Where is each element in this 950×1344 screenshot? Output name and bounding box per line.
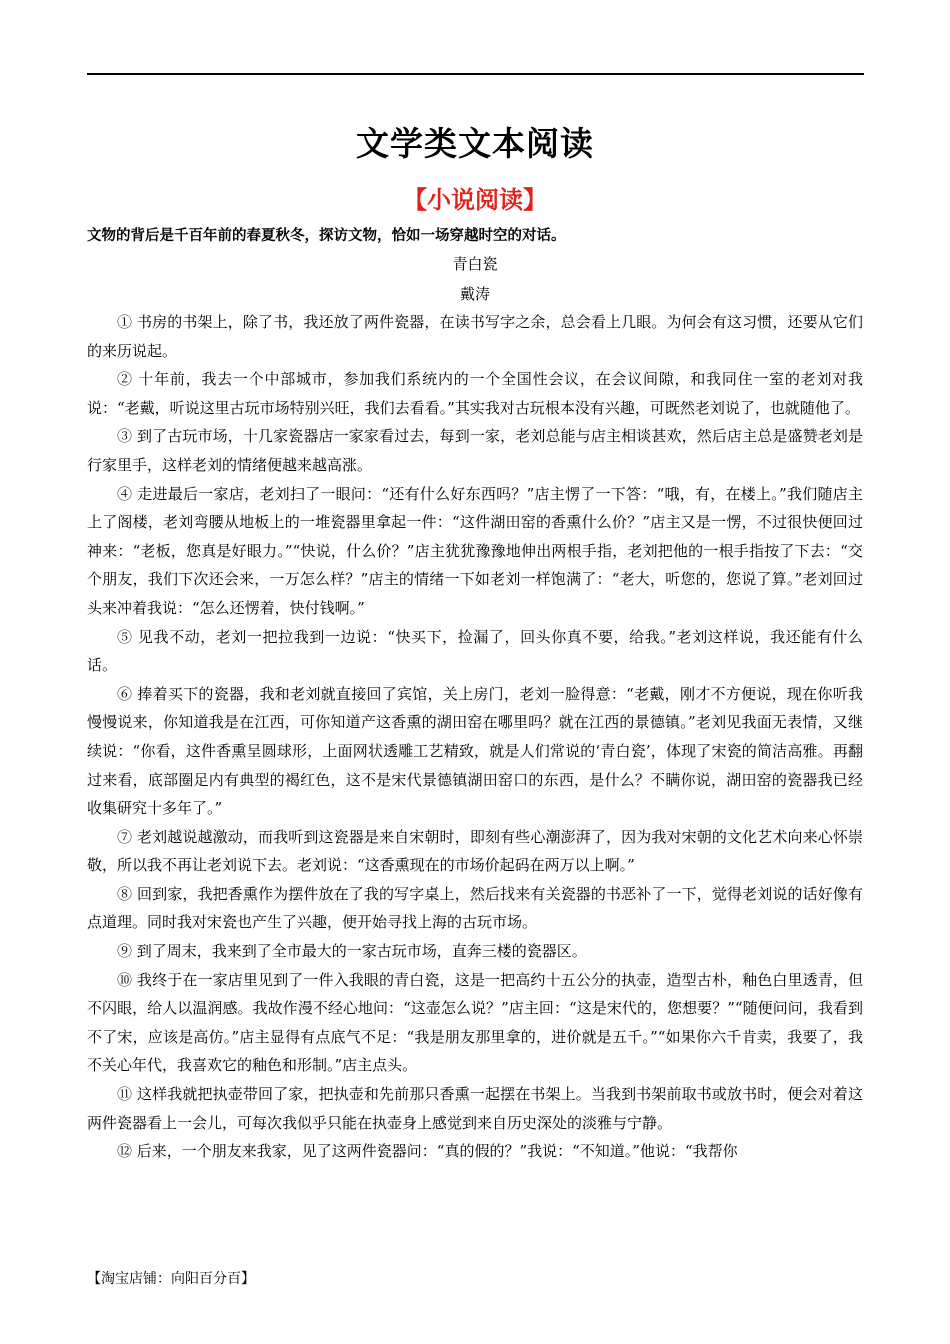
story-author: 戴涛	[459, 285, 490, 303]
paragraph-4: ④ 走进最后一家店，老刘扫了一眼问：“还有什么好东西吗？”店主愣了一下答：“哦，有，在楼上。”我们随店主上了阁楼，老刘弯腰从地板上的一堆瓷器里拿起一件：“这件湖田窑的香熏什么价？”店主又是一愣，不过很快便回过神来：“老板，您真是好眼力。”“快说，什么价？”店主犹犹豫豫地伸出两根手指，老刘把他的一根手指按了下去：“交个朋友，我们下次还会来，一万怎么样？”店主的情绪一下如老刘一样饱满了：“老大，听您的，您说了算。”老刘回过头来冲着我说：“怎么还愣着，快付钱啊。”	[87, 484, 863, 617]
story-body	[87, 308, 863, 1166]
paragraph-1: ① 书房的书架上，除了书，我还放了两件瓷器，在读书写字之余，总会看上几眼。为何会有这习惯，还要从它们的来历说起。	[87, 313, 863, 360]
paragraph-9: ⑨ 到了周末，我来到了全市最大的一家古玩市场，直奔三楼的瓷器区。	[117, 942, 587, 961]
paragraph-3: ③ 到了古玩市场，十几家瓷器店一家家看过去，每到一家，老刘总能与店主相谈甚欢，然后店主总是盛赞老刘是行家里手，这样老刘的情绪便越来越高涨。	[87, 427, 863, 474]
paragraph-7: ⑦ 老刘越说越激动，而我听到这瓷器是来自宋朝时，即刻有些心潮澎湃了，因为我对宋朝的文化艺术向来心怀崇敬，所以我不再让老刘说下去。老刘说：“这香熏现在的市场价起码在两万以上啊。”	[87, 827, 863, 875]
story-title: 青白瓷	[452, 255, 498, 273]
paragraph-12: ⑫ 后来，一个朋友来我家，见了这两件瓷器问：“真的假的？”我说：“不知道。”他说：“我帮你	[117, 1142, 738, 1161]
footer-shop-label: 【淘宝店铺：向阳百分百】	[87, 1271, 255, 1287]
paragraph-11: ⑪ 这样我就把执壶带回了家，把执壶和先前那只香熏一起摆在书架上。当我到书架前取书或放书时，便会对着这两件瓷器看上一会儿，可每次我似乎只能在执壶身上感觉到来自历史深处的淡雅与宁静。	[87, 1085, 863, 1132]
paragraph-10: ⑩ 我终于在一家店里见到了一件入我眼的青白瓷，这是一把高约十五公分的执壶，造型古朴，釉色白里透青，但不闪眼，给人以温润感。我故作漫不经心地问：“这壶怎么说？”店主回：“这是宋代的，您想要？”“随便问问，我看到不了宋，应该是高仿。”店主显得有点底气不足：“我是朋友那里拿的，进价就是五千。”“如果你六千肯卖，我要了，我不关心年代，我喜欢它的釉色和形制。”店主点头。	[87, 970, 863, 1075]
header-rule	[87, 73, 864, 75]
intro-text: 文物的背后是千百年前的春夏秋冬，探访文物，恰如一场穿越时空的对话。	[87, 228, 566, 244]
paragraph-6: ⑥ 捧着买下的瓷器，我和老刘就直接回了宾馆，关上房门，老刘一脸得意：“老戴，刚才不方便说，现在你听我慢慢说来，你知道我是在江西，可你知道产这香熏的湖田窑在哪里吗？就在江西的景德镇。”老刘见我面无表情，又继续说：“你看，这件香熏呈圆球形，上面网状透雕工艺精致，就是人们常说的‘青白瓷’，体现了宋瓷的简洁高雅。再翻过来看，底部圈足内有典型的褐红色，这不是宋代景德镇湖田窑口的东西，是什么？不瞒你说，湖田窑的瓷器我已经收集研究十多年了。”	[87, 684, 863, 818]
paragraph-8: ⑧ 回到家，我把香熏作为摆件放在了我的写字桌上，然后找来有关瓷器的书恶补了一下，觉得老刘说的话好像有点道理。同时我对宋瓷也产生了兴趣，便开始寻找上海的古玩市场。	[87, 884, 863, 932]
paragraph-2: ② 十年前，我去一个中部城市，参加我们系统内的一个全国性会议，在会议间隙，和我同住一室的老刘对我说：“老戴，听说这里古玩市场特别兴旺，我们去看看。”其实我对古玩根本没有兴趣，可既然老刘说了，也就随他了。	[87, 370, 863, 417]
section-subtitle: 【小说阅读】	[403, 186, 547, 214]
page-title: 文学类文本阅读	[356, 124, 594, 163]
paragraph-5: ⑤ 见我不动，老刘一把拉我到一边说：“快买下，捡漏了，回头你真不要，给我。”老刘这样说，我还能有什么话。	[87, 627, 863, 675]
